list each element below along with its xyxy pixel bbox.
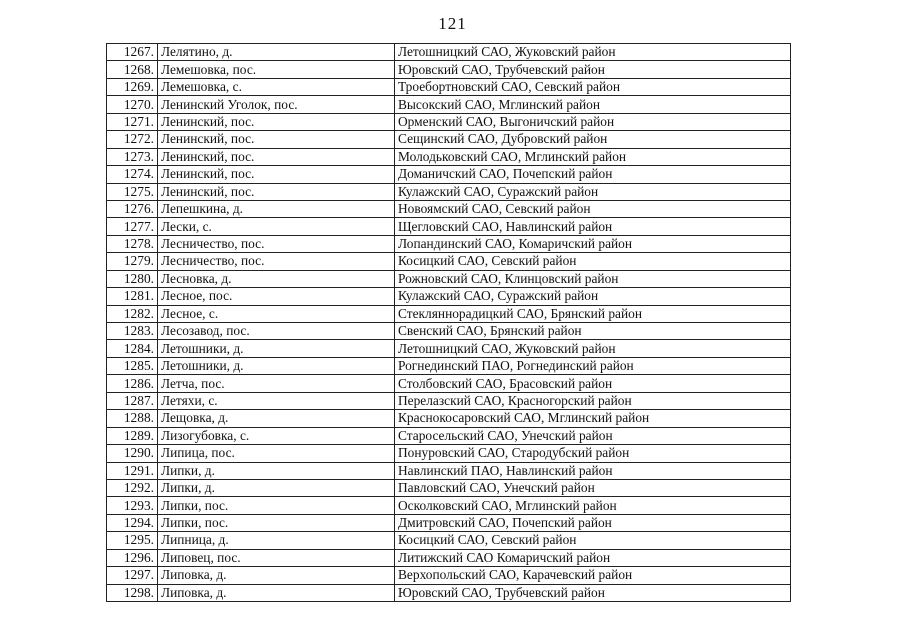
settlement-name-cell: Летошники, д. <box>158 340 395 357</box>
row-number-cell: 1284. <box>107 340 158 357</box>
table-row <box>107 148 791 165</box>
row-number-cell: 1285. <box>107 357 158 374</box>
row-number-cell: 1287. <box>107 392 158 409</box>
settlement-name-cell: Лесновка, д. <box>158 270 395 287</box>
row-number-cell: 1298. <box>107 584 158 601</box>
settlement-name-cell: Лемешовка, пос. <box>158 61 395 78</box>
table-row <box>107 427 791 444</box>
row-number-cell: 1283. <box>107 323 158 340</box>
administration-cell: Юровский САО, Трубчевский район <box>395 584 791 601</box>
row-number-cell: 1267. <box>107 44 158 61</box>
table-row <box>107 253 791 270</box>
row-number-cell: 1281. <box>107 288 158 305</box>
settlement-name-cell: Ленинский, пос. <box>158 183 395 200</box>
row-number-cell: 1270. <box>107 96 158 113</box>
settlement-name-cell: Лесничество, пос. <box>158 253 395 270</box>
administration-cell: Краснокосаровский САО, Мглинский район <box>395 410 791 427</box>
settlement-name-cell: Липки, пос. <box>158 514 395 531</box>
row-number-cell: 1277. <box>107 218 158 235</box>
administration-cell: Высокский САО, Мглинский район <box>395 96 791 113</box>
administration-cell: Кулажский САО, Суражский район <box>395 288 791 305</box>
settlement-name-cell: Летошники, д. <box>158 357 395 374</box>
administration-cell: Свенский САО, Брянский район <box>395 323 791 340</box>
administration-cell: Щегловский САО, Навлинский район <box>395 218 791 235</box>
settlement-name-cell: Лески, с. <box>158 218 395 235</box>
administration-cell: Орменский САО, Выгоничский район <box>395 113 791 130</box>
administration-cell: Стекляннорадицкий САО, Брянский район <box>395 305 791 322</box>
administration-cell: Юровский САО, Трубчевский район <box>395 61 791 78</box>
settlement-name-cell: Лесничество, пос. <box>158 235 395 252</box>
row-number-cell: 1294. <box>107 514 158 531</box>
administration-cell: Понуровский САО, Стародубский район <box>395 445 791 462</box>
settlement-name-cell: Ленинский, пос. <box>158 166 395 183</box>
administration-cell: Косицкий САО, Севский район <box>395 532 791 549</box>
administration-cell: Литижский САО Комаричский район <box>395 549 791 566</box>
row-number-cell: 1290. <box>107 445 158 462</box>
settlements-table-body <box>107 44 791 602</box>
administration-cell: Верхопольский САО, Карачевский район <box>395 567 791 584</box>
row-number-cell: 1282. <box>107 305 158 322</box>
table-row <box>107 479 791 496</box>
row-number-cell: 1295. <box>107 532 158 549</box>
administration-cell: Лопандинский САО, Комаричский район <box>395 235 791 252</box>
administration-cell: Летошницкий САО, Жуковский район <box>395 44 791 61</box>
administration-cell: Перелазский САО, Красногорский район <box>395 392 791 409</box>
settlement-name-cell: Липница, д. <box>158 532 395 549</box>
row-number-cell: 1288. <box>107 410 158 427</box>
administration-cell: Доманичский САО, Почепский район <box>395 166 791 183</box>
table-row <box>107 462 791 479</box>
table-row <box>107 323 791 340</box>
settlement-name-cell: Ленинский, пос. <box>158 113 395 130</box>
row-number-cell: 1274. <box>107 166 158 183</box>
row-number-cell: 1268. <box>107 61 158 78</box>
administration-cell: Летошницкий САО, Жуковский район <box>395 340 791 357</box>
settlement-name-cell: Ленинский Уголок, пос. <box>158 96 395 113</box>
administration-cell: Старосельский САО, Унечский район <box>395 427 791 444</box>
settlement-name-cell: Лесозавод, пос. <box>158 323 395 340</box>
table-row <box>107 305 791 322</box>
table-row <box>107 183 791 200</box>
administration-cell: Навлинский ПАО, Навлинский район <box>395 462 791 479</box>
administration-cell: Осколковский САО, Мглинский район <box>395 497 791 514</box>
table-row <box>107 392 791 409</box>
administration-cell: Рогнединский ПАО, Рогнединский район <box>395 357 791 374</box>
table-row <box>107 61 791 78</box>
row-number-cell: 1280. <box>107 270 158 287</box>
row-number-cell: 1269. <box>107 78 158 95</box>
row-number-cell: 1289. <box>107 427 158 444</box>
row-number-cell: 1296. <box>107 549 158 566</box>
table-row <box>107 166 791 183</box>
table-row <box>107 235 791 252</box>
settlement-name-cell: Ленинский, пос. <box>158 131 395 148</box>
administration-cell: Кулажский САО, Суражский район <box>395 183 791 200</box>
table-row <box>107 96 791 113</box>
settlement-name-cell: Липовка, д. <box>158 567 395 584</box>
table-row <box>107 78 791 95</box>
table-row <box>107 497 791 514</box>
page-number: 121 <box>438 14 467 33</box>
table-row <box>107 549 791 566</box>
table-row <box>107 532 791 549</box>
administration-cell: Троебортновский САО, Севский район <box>395 78 791 95</box>
table-row <box>107 410 791 427</box>
row-number-cell: 1278. <box>107 235 158 252</box>
settlement-name-cell: Липки, пос. <box>158 497 395 514</box>
table-row <box>107 44 791 61</box>
table-row <box>107 445 791 462</box>
administration-cell: Дмитровский САО, Почепский район <box>395 514 791 531</box>
settlement-name-cell: Лелятино, д. <box>158 44 395 61</box>
settlements-table <box>106 43 791 602</box>
row-number-cell: 1272. <box>107 131 158 148</box>
administration-cell: Молодьковский САО, Мглинский район <box>395 148 791 165</box>
table-row <box>107 131 791 148</box>
administration-cell: Косицкий САО, Севский район <box>395 253 791 270</box>
settlement-name-cell: Лепешкина, д. <box>158 200 395 217</box>
settlement-name-cell: Липица, пос. <box>158 445 395 462</box>
table-row <box>107 340 791 357</box>
row-number-cell: 1293. <box>107 497 158 514</box>
table-row <box>107 584 791 601</box>
administration-cell: Павловский САО, Унечский район <box>395 479 791 496</box>
table-row <box>107 288 791 305</box>
settlement-name-cell: Липки, д. <box>158 462 395 479</box>
table-row <box>107 375 791 392</box>
row-number-cell: 1291. <box>107 462 158 479</box>
row-number-cell: 1271. <box>107 113 158 130</box>
settlement-name-cell: Липовец, пос. <box>158 549 395 566</box>
table-row <box>107 270 791 287</box>
settlement-name-cell: Лесное, пос. <box>158 288 395 305</box>
settlement-name-cell: Лесное, с. <box>158 305 395 322</box>
row-number-cell: 1286. <box>107 375 158 392</box>
settlement-name-cell: Ленинский, пос. <box>158 148 395 165</box>
settlement-name-cell: Липки, д. <box>158 479 395 496</box>
settlement-name-cell: Липовка, д. <box>158 584 395 601</box>
settlement-name-cell: Летяхи, с. <box>158 392 395 409</box>
settlement-name-cell: Лизогубовка, с. <box>158 427 395 444</box>
row-number-cell: 1276. <box>107 200 158 217</box>
settlement-name-cell: Лемешовка, с. <box>158 78 395 95</box>
row-number-cell: 1273. <box>107 148 158 165</box>
table-row <box>107 514 791 531</box>
row-number-cell: 1279. <box>107 253 158 270</box>
table-row <box>107 218 791 235</box>
table-row <box>107 200 791 217</box>
table-row <box>107 567 791 584</box>
administration-cell: Новоямский САО, Севский район <box>395 200 791 217</box>
administration-cell: Столбовский САО, Брасовский район <box>395 375 791 392</box>
table-row <box>107 113 791 130</box>
row-number-cell: 1275. <box>107 183 158 200</box>
table-row <box>107 357 791 374</box>
settlement-name-cell: Лещовка, д. <box>158 410 395 427</box>
row-number-cell: 1297. <box>107 567 158 584</box>
administration-cell: Сещинский САО, Дубровский район <box>395 131 791 148</box>
settlement-name-cell: Летча, пос. <box>158 375 395 392</box>
administration-cell: Рожновский САО, Клинцовский район <box>395 270 791 287</box>
row-number-cell: 1292. <box>107 479 158 496</box>
